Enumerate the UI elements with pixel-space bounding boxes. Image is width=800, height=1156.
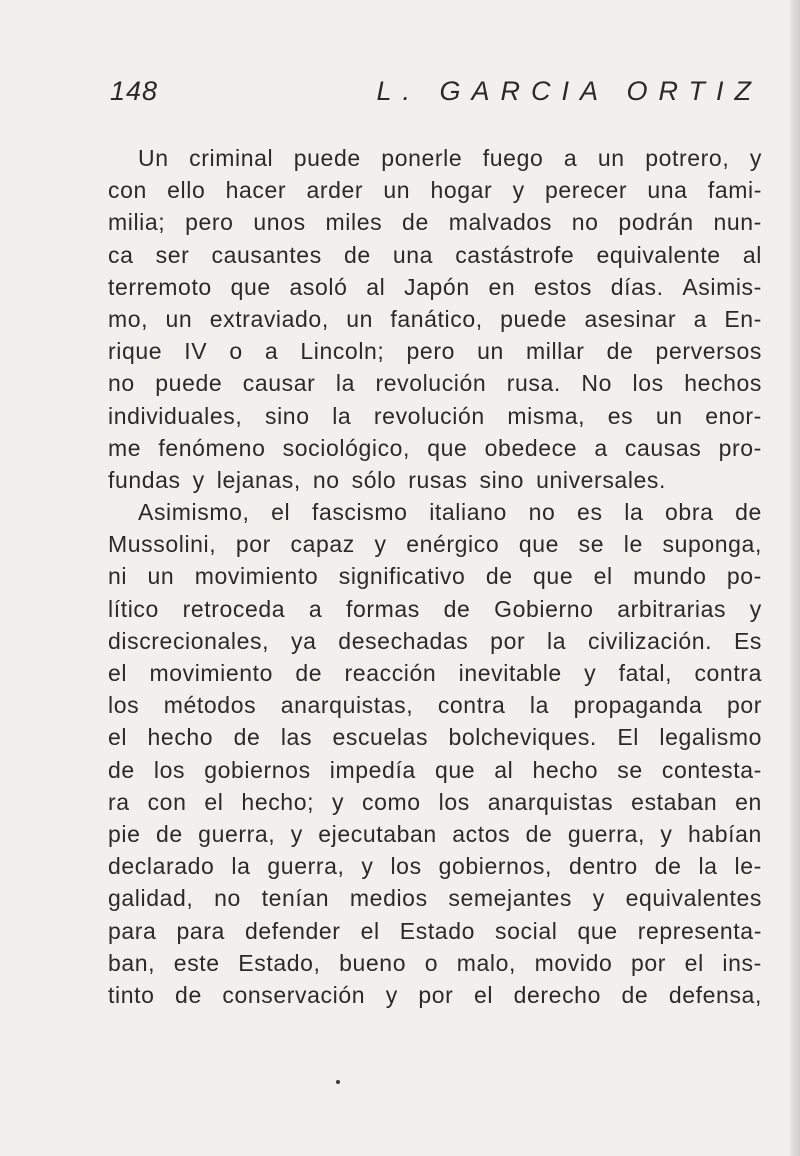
text-line: Asimismo, el fascismo italiano no es la obra de bbox=[138, 499, 762, 526]
text-line: Un criminal puede ponerle fuego a un potrero, y bbox=[138, 145, 762, 171]
text-line: terremoto que asoló al Japón en estos días. Asimis- bbox=[108, 273, 762, 300]
text-line: ban, este Estado, bueno o malo, movido por el ins- bbox=[108, 949, 762, 976]
text-line: pie de guerra, y ejecutaban actos de guerra, y habían bbox=[108, 820, 762, 847]
text-line: mo, un extraviado, un fanático, puede asesinar a En- bbox=[108, 305, 762, 332]
text-line: los métodos anarquistas, contra la propaganda por bbox=[108, 692, 762, 719]
text-line: galidad, no tenían medios semejantes y equivalentes bbox=[108, 885, 762, 912]
text-line: individuales, sino la revolución misma, es un enor- bbox=[108, 402, 762, 429]
text-line: de los gobiernos impedía que al hecho se contesta- bbox=[108, 756, 762, 783]
text-line: me fenómeno sociológico, que obedece a causas pro- bbox=[108, 434, 762, 461]
body-text bbox=[108, 142, 762, 1011]
text-line: ca ser causantes de una castástrofe equivalente al bbox=[108, 241, 762, 268]
running-head: L. GARCIA ORTIZ bbox=[376, 76, 762, 106]
text-line: ni un movimiento significativo de que el mundo po- bbox=[108, 563, 762, 590]
text-line: para para defender el Estado social que representa- bbox=[108, 917, 762, 944]
text-line: el hecho de las escuelas bolcheviques. El legalismo bbox=[108, 724, 762, 751]
text-line: lítico retroceda a formas de Gobierno arbitrarias y bbox=[108, 595, 762, 622]
text-line: declarado la guerra, y los gobiernos, dentro de la le- bbox=[108, 853, 762, 880]
text-line: discrecionales, ya desechadas por la civilización. Es bbox=[108, 627, 762, 654]
text-line: tinto de conservación y por el derecho de defensa, bbox=[108, 981, 762, 1008]
text-line: con ello hacer arder un hogar y perecer una fami- bbox=[108, 177, 762, 204]
text-line: rique IV o a Lincoln; pero un millar de perversos bbox=[108, 338, 762, 365]
text-line: Mussolini, por capaz y enérgico que se le suponga, bbox=[108, 531, 762, 558]
text-line: no puede causar la revolución rusa. No los hechos bbox=[108, 370, 762, 397]
text-line: fundas y lejanas, no sólo rusas sino universales. bbox=[108, 466, 667, 493]
text-line: ra con el hecho; y como los anarquistas estaban en bbox=[108, 788, 762, 815]
text-line: milia; pero unos miles de malvados no podrán nun- bbox=[108, 209, 762, 236]
page-header bbox=[110, 76, 762, 116]
print-speck bbox=[336, 1080, 340, 1084]
page-edge-shadow bbox=[790, 0, 800, 1156]
page-number: 148 bbox=[110, 76, 159, 106]
text-line: el movimiento de reacción inevitable y fatal, contra bbox=[108, 660, 762, 686]
